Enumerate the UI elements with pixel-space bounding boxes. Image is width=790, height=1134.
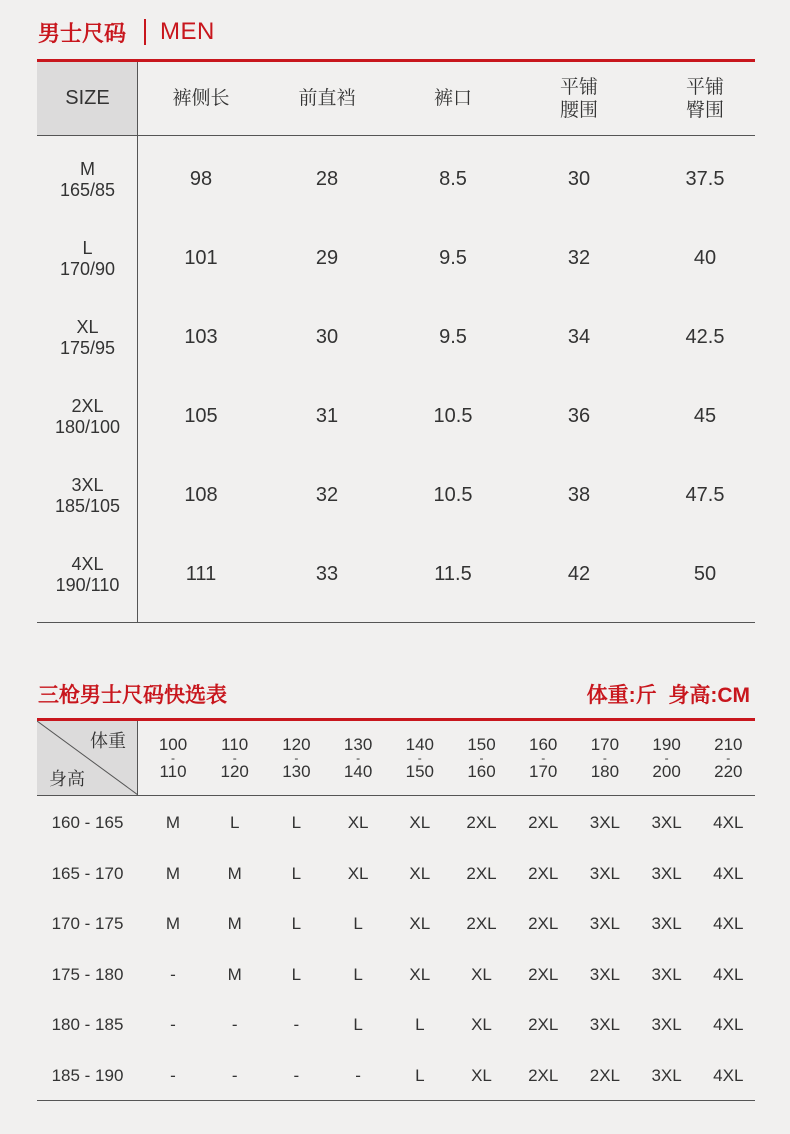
corner-cell — [37, 721, 138, 795]
size-cell: 4XL — [713, 813, 744, 832]
weight-range-low: 150 — [467, 735, 496, 754]
height-range-label: 180 - 185 — [51, 1015, 124, 1035]
size-cell: XL — [471, 1066, 492, 1085]
weight-range-dash: - — [541, 751, 546, 765]
height-range-label: 185 - 190 — [51, 1066, 124, 1085]
size-cell: L — [353, 1015, 363, 1035]
weight-range-high: 140 — [343, 762, 373, 781]
size-name: XL — [76, 316, 99, 337]
size-cell: - — [231, 1066, 238, 1085]
size-name: 3XL — [71, 474, 104, 495]
weight-range-dash: - — [479, 751, 484, 765]
table-row — [37, 298, 755, 377]
size-column-header — [264, 62, 390, 135]
height-range-label: 165 - 170 — [51, 863, 124, 883]
table-row — [37, 950, 755, 1000]
table-cell: 11.5 — [434, 563, 472, 585]
section2-title: 三枪男士尺码快选表 — [38, 684, 227, 707]
weight-range-header — [204, 721, 266, 795]
size-column-header — [642, 62, 768, 135]
weight-range-low: 130 — [343, 735, 373, 754]
table-cell: 33 — [315, 563, 339, 585]
size-cell: XL — [471, 964, 492, 984]
size-cell: - — [231, 1015, 238, 1035]
table-row — [37, 219, 755, 298]
section2-units: 体重:斤 身高:CM — [586, 684, 750, 707]
size-cell: 3XL — [589, 863, 621, 883]
table-cell: 105 — [184, 405, 218, 427]
size-cell: 2XL — [528, 813, 559, 832]
table-cell: 40 — [693, 247, 717, 269]
corner-weight-label: 体重 — [90, 731, 126, 751]
table-cell: 8.5 — [439, 168, 467, 190]
table-cell: 9.5 — [439, 247, 467, 269]
weight-range-dash: - — [602, 751, 607, 765]
weight-range-header — [512, 721, 574, 795]
weight-range-dash: - — [171, 751, 175, 765]
section1-title-cn: 男士尺码 — [38, 20, 127, 46]
size-cell: 2XL — [466, 863, 497, 883]
weight-range-high: 180 — [590, 762, 620, 781]
size-cell: M — [165, 813, 181, 832]
quick-select-header — [37, 721, 755, 795]
table-cell: 9.5 — [439, 326, 467, 348]
size-cell: 3XL — [651, 813, 682, 832]
size-cell: 2XL — [589, 1066, 621, 1085]
size-label — [37, 140, 138, 219]
weight-range-high: 130 — [282, 762, 311, 781]
size-cell: XL — [409, 813, 431, 832]
table-cell: 98 — [189, 168, 213, 190]
quick-select-header-rule — [37, 795, 755, 796]
weight-range-header — [574, 721, 636, 795]
size-cell: M — [227, 863, 242, 883]
size-label — [37, 535, 138, 614]
size-cell: - — [170, 964, 176, 984]
column-header-text — [560, 76, 598, 122]
size-cell: 3XL — [589, 914, 621, 934]
column-header-line: 前直裆 — [298, 88, 356, 109]
quick-select-divider — [137, 721, 138, 795]
size-cell: L — [353, 914, 363, 934]
table-cell: 34 — [567, 326, 591, 348]
weight-range-low: 140 — [405, 735, 434, 754]
size-cell: XL — [347, 863, 369, 883]
table-cell: 50 — [693, 563, 717, 585]
weight-range-high: 160 — [467, 762, 496, 781]
weight-range-dash: - — [417, 751, 422, 765]
size-cell: XL — [409, 964, 431, 984]
size-cell: 3XL — [589, 964, 621, 984]
size-name: L — [82, 237, 93, 258]
column-header-line: 平铺 — [559, 76, 598, 98]
size-cell: - — [293, 1066, 300, 1085]
size-cell: M — [227, 914, 242, 934]
size-cell: XL — [409, 914, 431, 934]
column-header-line: 裤侧长 — [172, 88, 230, 109]
weight-range-high: 110 — [159, 762, 187, 781]
table-cell: 29 — [315, 247, 339, 269]
size-cell: 3XL — [651, 1015, 682, 1035]
size-label — [37, 219, 138, 298]
weight-range-header — [142, 721, 204, 795]
table-cell: 10.5 — [433, 405, 473, 427]
size-cell: 4XL — [713, 863, 744, 883]
size-cell: M — [165, 914, 181, 934]
size-header-cell: SIZE — [37, 62, 138, 135]
size-spec: 165/85 — [59, 179, 116, 200]
size-cell: 3XL — [589, 813, 621, 832]
size-cell: - — [170, 1015, 176, 1035]
size-cell: L — [353, 964, 363, 984]
weight-range-high: 120 — [220, 762, 249, 781]
weight-range-low: 110 — [221, 735, 249, 754]
size-cell: 3XL — [651, 914, 682, 934]
size-table-bottom-rule — [37, 622, 755, 623]
size-cell: XL — [471, 1015, 492, 1035]
weight-range-header — [451, 721, 513, 795]
weight-range-low: 190 — [652, 735, 681, 754]
column-header-line: 平铺 — [685, 76, 724, 98]
weight-range-dash: - — [356, 751, 361, 765]
table-row — [37, 1000, 755, 1050]
table-cell: 30 — [315, 326, 339, 348]
weight-range-header — [327, 721, 389, 795]
table-row — [37, 849, 755, 899]
size-cell: - — [355, 1066, 361, 1085]
section1-title-en: MEN — [160, 18, 215, 45]
table-cell: 10.5 — [433, 484, 473, 506]
size-cell: 2XL — [528, 863, 559, 883]
size-cell: L — [291, 813, 302, 832]
weight-range-low: 210 — [714, 735, 743, 754]
weight-range-high: 150 — [405, 762, 434, 781]
table-row — [37, 456, 755, 535]
size-cell: XL — [409, 863, 431, 883]
table-row — [37, 798, 755, 848]
size-cell: 2XL — [466, 813, 497, 832]
table-row — [37, 140, 755, 219]
weight-range-low: 170 — [590, 735, 620, 754]
table-cell: 111 — [185, 563, 217, 585]
size-spec: 180/100 — [54, 416, 121, 437]
table-cell: 42.5 — [685, 326, 725, 348]
height-range-label: 170 - 175 — [51, 914, 124, 934]
table-cell: 36 — [567, 405, 591, 427]
corner-height-label: 身高 — [49, 769, 85, 789]
table-cell: 31 — [315, 405, 339, 427]
size-label — [37, 456, 138, 535]
weight-range-low: 100 — [158, 735, 188, 754]
size-name: M — [80, 158, 95, 179]
size-spec: 175/95 — [59, 337, 116, 358]
size-cell: L — [415, 1066, 425, 1085]
size-cell: 2XL — [528, 1015, 559, 1035]
table-cell: 37.5 — [685, 168, 725, 190]
weight-range-high: 220 — [714, 762, 743, 781]
size-cell: L — [291, 914, 302, 934]
column-header-text — [686, 76, 724, 122]
table-cell: 101 — [184, 247, 218, 269]
size-cell: 2XL — [528, 964, 559, 984]
quick-select-bottom-rule — [37, 1100, 755, 1101]
table-cell: 47.5 — [685, 484, 725, 506]
table-cell: 103 — [184, 326, 218, 348]
size-cell: 3XL — [589, 1015, 621, 1035]
size-name: 4XL — [71, 553, 104, 574]
table-row — [37, 535, 755, 614]
size-cell: L — [415, 1015, 425, 1035]
size-cell: 2XL — [528, 914, 559, 934]
weight-range-low: 160 — [529, 735, 558, 754]
weight-range-high: 200 — [652, 762, 681, 781]
column-header-text — [172, 87, 229, 110]
size-cell: 4XL — [713, 1015, 744, 1035]
table-row — [37, 1051, 755, 1101]
column-header-line: 腰围 — [559, 99, 598, 121]
size-cell: M — [227, 964, 242, 984]
column-header-text — [298, 87, 355, 110]
size-cell: 3XL — [651, 1066, 682, 1085]
size-cell: L — [229, 813, 240, 832]
section1-title — [38, 14, 215, 50]
size-cell: 4XL — [713, 1066, 744, 1085]
table-row — [37, 899, 755, 949]
height-range-label: 175 - 180 — [51, 964, 124, 984]
size-spec: 185/105 — [54, 495, 121, 516]
weight-range-header — [697, 721, 759, 795]
size-column-header — [390, 62, 516, 135]
table-cell: 30 — [567, 168, 591, 190]
size-column-header — [138, 62, 264, 135]
weight-range-dash: - — [726, 751, 731, 765]
table-cell: 32 — [567, 247, 591, 269]
size-cell: 3XL — [651, 964, 682, 984]
size-name: 2XL — [71, 395, 104, 416]
column-header-text — [434, 87, 472, 110]
size-table-header — [37, 62, 755, 136]
size-spec: 170/90 — [59, 258, 116, 279]
table-cell: 38 — [567, 484, 591, 506]
weight-range-header — [389, 721, 451, 795]
table-cell: 28 — [315, 168, 339, 190]
table-row — [37, 377, 755, 456]
weight-range-high: 170 — [529, 762, 558, 781]
height-range-label: 160 - 165 — [51, 813, 124, 832]
size-cell: 2XL — [466, 914, 497, 934]
size-cell: L — [291, 863, 302, 883]
weight-range-dash: - — [232, 751, 237, 765]
column-header-line: 臀围 — [685, 99, 724, 121]
size-label — [37, 377, 138, 456]
column-header-line: 裤口 — [433, 88, 472, 109]
weight-range-header — [265, 721, 327, 795]
weight-range-dash: - — [294, 751, 299, 765]
table-cell: 108 — [184, 484, 218, 506]
size-cell: 4XL — [713, 914, 744, 934]
size-spec: 190/110 — [55, 574, 120, 595]
weight-range-low: 120 — [282, 735, 311, 754]
size-cell: - — [170, 1066, 176, 1085]
size-cell: - — [293, 1015, 300, 1035]
size-cell: L — [291, 964, 302, 984]
title-separator — [144, 19, 146, 45]
table-cell: 42 — [567, 563, 591, 585]
size-cell: M — [165, 863, 181, 883]
weight-range-dash: - — [664, 751, 669, 765]
size-label — [37, 298, 138, 377]
table-cell: 32 — [315, 484, 339, 506]
size-cell: 3XL — [651, 863, 682, 883]
size-cell: 2XL — [528, 1066, 559, 1085]
table-cell: 45 — [693, 405, 717, 427]
weight-range-header — [636, 721, 698, 795]
size-column-header — [516, 62, 642, 135]
size-cell: 4XL — [713, 964, 744, 984]
size-cell: XL — [347, 813, 369, 832]
